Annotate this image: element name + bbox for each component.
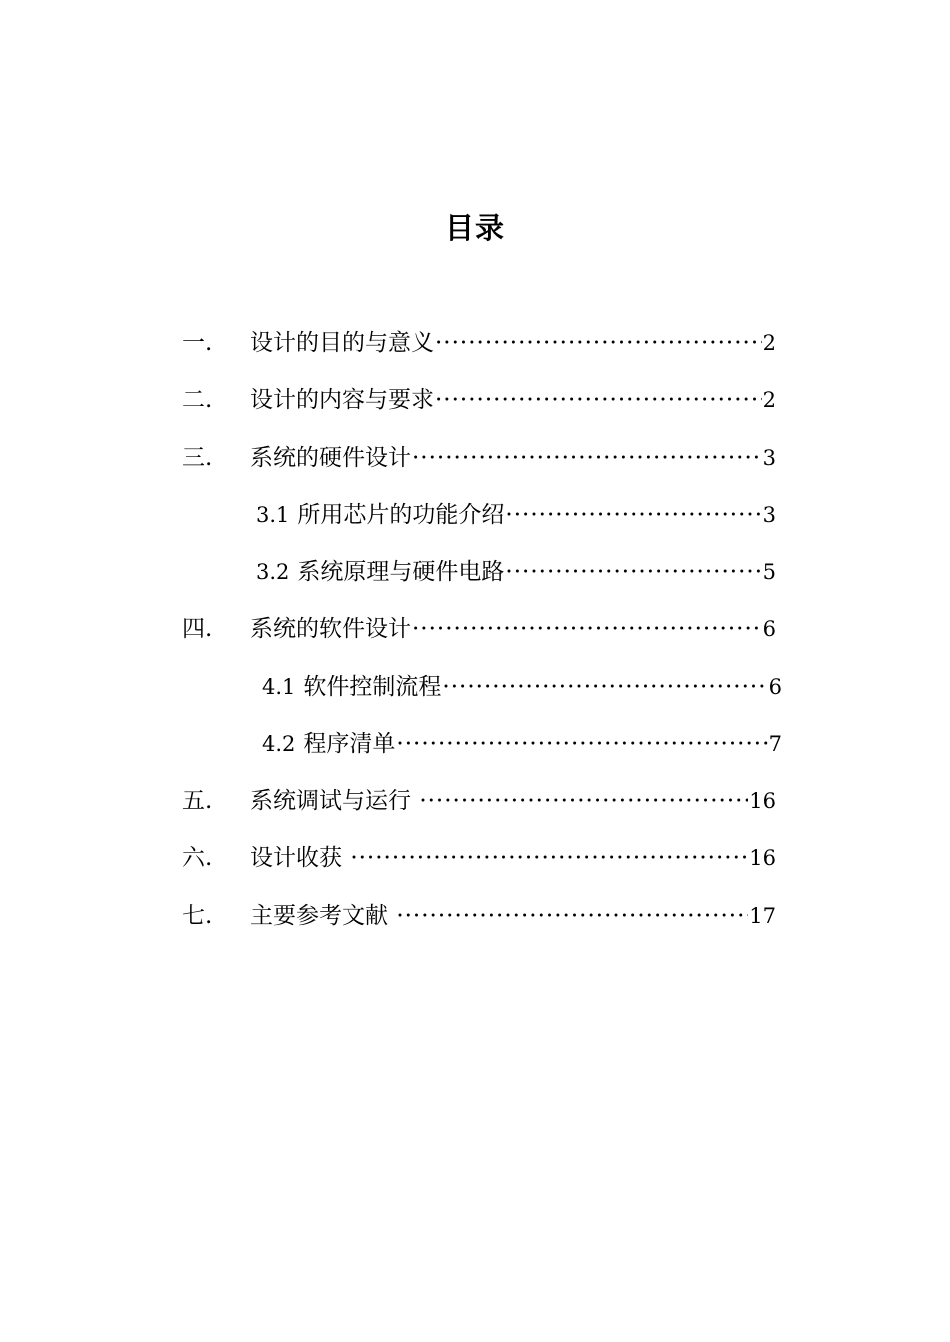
toc-subentry — [262, 670, 782, 704]
toc-entry-page: 16 — [749, 846, 776, 870]
toc-entry-title: 系统调试与运行 — [250, 788, 419, 814]
toc-entry-title: 所用芯片的功能介绍 — [297, 502, 505, 528]
toc-dot-leader — [412, 612, 762, 646]
toc-entry-page: 17 — [749, 904, 776, 928]
toc-entry-page: 16 — [749, 789, 776, 813]
toc-entry-page: 7 — [768, 732, 782, 756]
toc-entry-title: 设计的内容与要求 — [250, 387, 434, 413]
toc-subentry — [256, 555, 776, 589]
toc-entry-page: 2 — [762, 331, 776, 355]
toc-entry — [182, 612, 776, 646]
toc-entry — [182, 784, 776, 818]
toc-entry-page: 6 — [762, 617, 776, 641]
toc-entry — [182, 441, 776, 475]
toc-entry-number: 七. — [182, 903, 213, 929]
toc-entry-number: 3.1 — [256, 503, 290, 527]
toc-entry — [182, 899, 776, 933]
toc-dot-leader — [396, 899, 748, 933]
page-title: 目录 — [444, 211, 505, 245]
toc-entry-number: 4.1 — [262, 675, 296, 699]
toc-entry — [182, 326, 776, 360]
toc-dot-leader — [412, 441, 762, 475]
toc-entry-title: 系统原理与硬件电路 — [297, 559, 505, 585]
toc-dot-leader — [505, 555, 761, 589]
toc-entry-number: 六. — [182, 845, 213, 871]
toc-subentry — [256, 498, 776, 532]
toc-entry-number: 四. — [182, 616, 213, 642]
toc-entry-number: 三. — [182, 445, 213, 471]
toc-dot-leader — [435, 383, 762, 417]
toc-entry-title: 系统的软件设计 — [250, 616, 411, 642]
toc-entry — [182, 841, 776, 875]
toc-entry-page: 3 — [762, 503, 776, 527]
toc-dot-leader — [505, 498, 761, 532]
toc-entry-page: 6 — [768, 675, 782, 699]
toc-dot-leader — [350, 841, 748, 875]
toc-entry-title: 设计收获 — [250, 845, 350, 871]
toc-entry-title: 软件控制流程 — [303, 674, 442, 700]
toc-subentry — [262, 727, 782, 761]
toc-entry-number: 二. — [182, 387, 213, 413]
toc-entry-page: 3 — [762, 446, 776, 470]
toc-entry-title: 主要参考文献 — [250, 903, 396, 929]
toc-dot-leader — [419, 784, 748, 818]
toc-dot-leader — [435, 326, 762, 360]
toc-dot-leader — [442, 670, 767, 704]
toc-entry — [182, 383, 776, 417]
toc-entry-number: 一. — [182, 330, 213, 356]
toc-entry-number: 3.2 — [256, 560, 290, 584]
toc-entry-page: 2 — [762, 388, 776, 412]
toc-entry-title: 系统的硬件设计 — [250, 445, 411, 471]
toc-dot-leader — [396, 727, 767, 761]
toc-entry-number: 五. — [182, 788, 213, 814]
toc-entry-number: 4.2 — [262, 732, 296, 756]
toc-entry-title: 程序清单 — [303, 731, 396, 757]
toc-entry-page: 5 — [762, 560, 776, 584]
toc-entry-title: 设计的目的与意义 — [250, 330, 434, 356]
